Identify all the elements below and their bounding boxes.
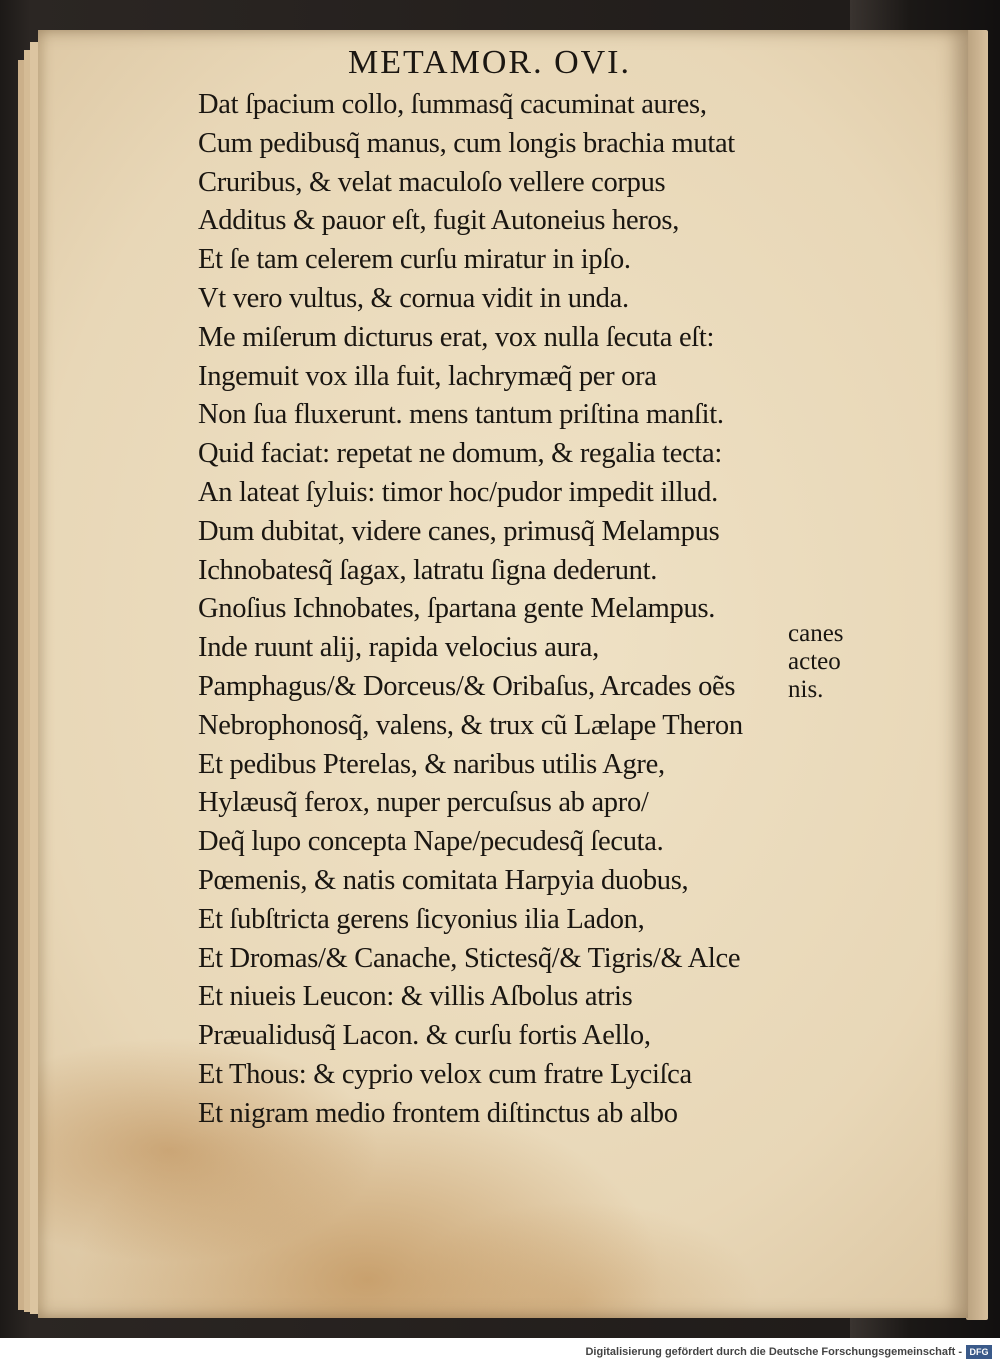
next-page-sliver [966, 30, 988, 1320]
verse-line: Dum dubitat, videre canes, primusq̃ Melampus [198, 515, 720, 547]
marginal-note [788, 620, 844, 704]
funding-credit: Digitalisierung gefördert durch die Deutsche Forschungsgemeinschaft - [585, 1346, 962, 1358]
verse-line: Et Dromas/& Canache, Stictesq̃/& Tigris/& Alce [198, 942, 741, 974]
marginal-note-line: canes [788, 620, 844, 647]
verse-line: Quid faciat: repetat ne domum, & regalia tecta: [198, 438, 723, 470]
verse-line: Non ſua fluxerunt. mens tantum priſtina manſit. [198, 399, 724, 431]
verse-line: Dat ſpacium collo, ſummasq̃ cacuminat aures, [198, 89, 707, 120]
verse-line: Et ſe tam celerem curſu miratur in ipſo. [198, 244, 631, 276]
verse-line: Inde ruunt alij, rapida velocius aura, [198, 632, 599, 664]
verse-line: Et Thous: & cyprio velox cum fratre Lyciſca [198, 1058, 692, 1090]
verse-line: Cum pedibusq̃ manus, cum longis brachia mutat [198, 127, 735, 159]
verse-list [198, 86, 743, 1134]
marginal-note-line: acteo [788, 648, 841, 675]
verse-line: Nebrophonosq̃, valens, & trux cũ Lælape Theron [198, 709, 743, 741]
verse-line: Vt vero vultus, & cornua vidit in unda. [198, 282, 629, 314]
verse-line: Deq̃ lupo concepta Nape/pecudesq̃ ſecuta. [198, 826, 664, 858]
verse-line: Pamphagus/& Dorceus/& Oribaſus, Arcades oẽs [198, 670, 736, 702]
footer-bar [0, 1338, 1000, 1364]
marginal-note-line: nis. [788, 676, 824, 703]
verse-line: Præualidusq̃ Lacon. & curſu fortis Aello, [198, 1020, 651, 1052]
verse-line: Ingemuit vox illa fuit, lachrymæq̃ per ora [198, 360, 657, 392]
verse-line: Et nigram medio frontem diſtinctus ab albo [198, 1097, 678, 1129]
verse-line: Et niueis Leucon: & villis Aſbolus atris [198, 981, 633, 1013]
verse-line: Cruribus, & velat maculoſo vellere corpus [198, 166, 666, 198]
verse-line: Ichnobatesq̃ ſagax, latratu ſigna dederunt. [198, 554, 658, 586]
book-page [38, 30, 968, 1318]
verse-line: Gnoſius Ichnobates, ſpartana gente Melampus. [198, 593, 716, 625]
verse-line: Hylæusq̃ ferox, nuper percuſsus ab apro/ [198, 787, 649, 819]
verse-line: Et pedibus Pterelas, & naribus utilis Agre, [198, 748, 665, 780]
dfg-logo-icon: DFG [966, 1345, 992, 1359]
verse-line: An lateat ſyluis: timor hoc/pudor impedit illud. [198, 476, 718, 508]
verse-line: Me miſerum dicturus erat, vox nulla ſecuta eſt: [198, 321, 715, 353]
verse-line: Additus & pauor eſt, fugit Autoneius heros, [198, 205, 680, 237]
running-title: METAMOR. OVI. [348, 44, 631, 81]
verse-line: Et ſubſtricta gerens ſicyonius ilia Ladon, [198, 903, 645, 935]
verse-line: Pœmenis, & natis comitata Harpyia duobus, [198, 864, 689, 896]
